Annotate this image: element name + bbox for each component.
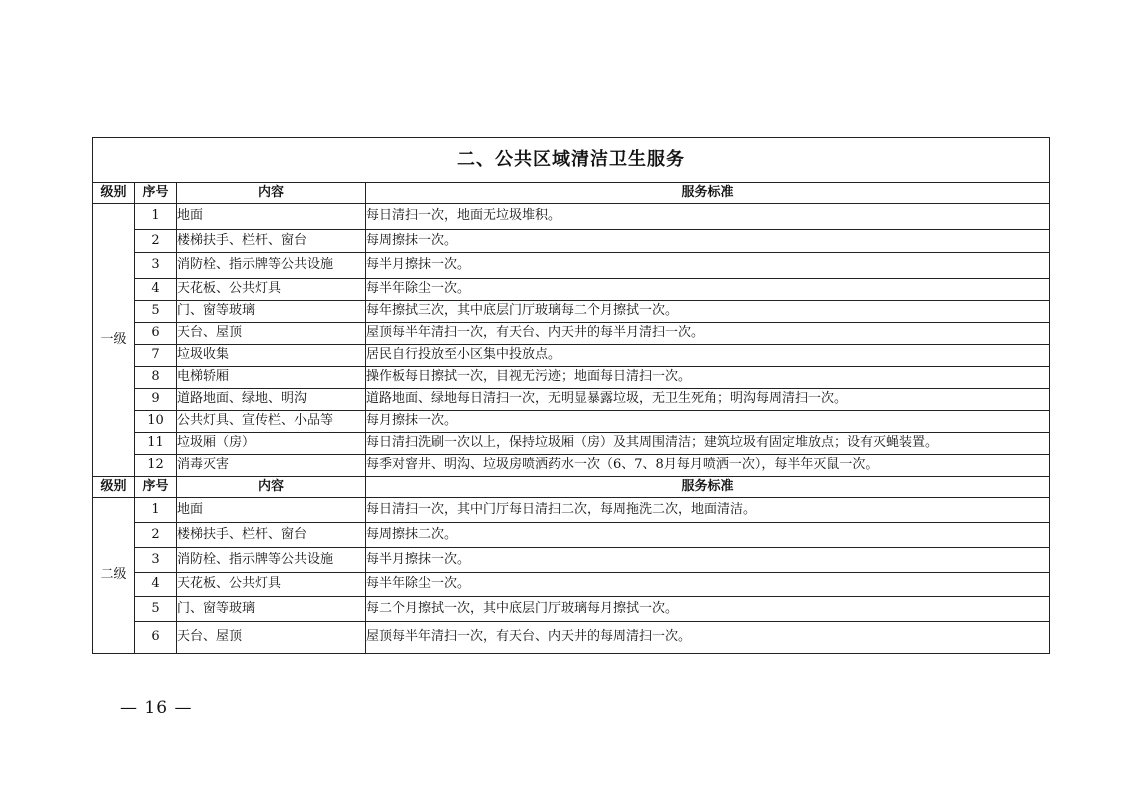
row-standard: 操作板每日擦拭一次，目视无污迹；地面每日清扫一次。 [366, 367, 1050, 389]
row-standard: 每半年除尘一次。 [366, 573, 1050, 597]
row-standard: 每周擦抹二次。 [366, 523, 1050, 548]
cleaning-service-table [92, 137, 1050, 654]
row-standard: 每半年除尘一次。 [366, 279, 1050, 301]
row-standard: 居民自行投放至小区集中投放点。 [366, 345, 1050, 367]
table-row [93, 455, 1050, 477]
row-number: 2 [135, 230, 177, 253]
header-level: 级别 [93, 183, 135, 204]
table-row [93, 279, 1050, 301]
header-number: 序号 [135, 477, 177, 498]
row-number: 7 [135, 345, 177, 367]
table-header-row [93, 477, 1050, 498]
table-row [93, 548, 1050, 573]
row-number: 3 [135, 253, 177, 279]
row-standard: 每月擦抹一次。 [366, 411, 1050, 433]
header-content: 内容 [177, 477, 366, 498]
row-content: 消防栓、指示牌等公共设施 [177, 548, 366, 573]
row-number: 1 [135, 498, 177, 523]
header-content: 内容 [177, 183, 366, 204]
table-title: 二、公共区域清洁卫生服务 [93, 138, 1050, 183]
row-content: 电梯轿厢 [177, 367, 366, 389]
row-standard: 每周擦抹一次。 [366, 230, 1050, 253]
row-content: 垃圾收集 [177, 345, 366, 367]
row-number: 10 [135, 411, 177, 433]
table-row [93, 323, 1050, 345]
table-row [93, 230, 1050, 253]
row-number: 5 [135, 597, 177, 622]
table-row [93, 389, 1050, 411]
header-standard: 服务标准 [366, 183, 1050, 204]
row-content: 天台、屋顶 [177, 323, 366, 345]
row-standard: 屋顶每半年清扫一次，有天台、内天井的每周清扫一次。 [366, 622, 1050, 654]
service-level-cell: 一级 [93, 204, 135, 477]
table-row [93, 301, 1050, 323]
header-standard: 服务标准 [366, 477, 1050, 498]
header-number: 序号 [135, 183, 177, 204]
table-row [93, 498, 1050, 523]
table-row [93, 597, 1050, 622]
table-row [93, 345, 1050, 367]
header-level: 级别 [93, 477, 135, 498]
row-content: 天花板、公共灯具 [177, 279, 366, 301]
row-content: 公共灯具、宣传栏、小品等 [177, 411, 366, 433]
table-row [93, 523, 1050, 548]
service-level-cell: 二级 [93, 498, 135, 654]
row-content: 天台、屋顶 [177, 622, 366, 654]
row-standard: 屋顶每半年清扫一次，有天台、内天井的每半月清扫一次。 [366, 323, 1050, 345]
table-row [93, 573, 1050, 597]
table-row [93, 253, 1050, 279]
row-number: 2 [135, 523, 177, 548]
row-number: 4 [135, 573, 177, 597]
row-standard: 每半月擦抹一次。 [366, 253, 1050, 279]
service-standard-sheet [92, 137, 1049, 654]
table-title-row [93, 138, 1050, 183]
row-standard: 道路地面、绿地每日清扫一次，无明显暴露垃圾，无卫生死角；明沟每周清扫一次。 [366, 389, 1050, 411]
row-content: 楼梯扶手、栏杆、窗台 [177, 230, 366, 253]
row-standard: 每日清扫一次，其中门厅每日清扫二次，每周拖洗二次，地面清洁。 [366, 498, 1050, 523]
row-number: 11 [135, 433, 177, 455]
row-standard: 每二个月擦拭一次，其中底层门厅玻璃每月擦拭一次。 [366, 597, 1050, 622]
row-content: 消毒灭害 [177, 455, 366, 477]
row-standard: 每年擦拭三次，其中底层门厅玻璃每二个月擦拭一次。 [366, 301, 1050, 323]
table-row [93, 622, 1050, 654]
table-header-row [93, 183, 1050, 204]
row-standard: 每半月擦抹一次。 [366, 548, 1050, 573]
page-number: — 16 — [120, 698, 193, 718]
row-content: 地面 [177, 498, 366, 523]
row-number: 1 [135, 204, 177, 230]
row-number: 4 [135, 279, 177, 301]
row-content: 地面 [177, 204, 366, 230]
row-content: 天花板、公共灯具 [177, 573, 366, 597]
row-content: 消防栓、指示牌等公共设施 [177, 253, 366, 279]
row-number: 9 [135, 389, 177, 411]
row-number: 6 [135, 323, 177, 345]
row-number: 5 [135, 301, 177, 323]
row-content: 道路地面、绿地、明沟 [177, 389, 366, 411]
table-row [93, 204, 1050, 230]
row-number: 8 [135, 367, 177, 389]
row-content: 垃圾厢（房） [177, 433, 366, 455]
table-row [93, 433, 1050, 455]
table-row [93, 367, 1050, 389]
row-content: 门、窗等玻璃 [177, 301, 366, 323]
row-number: 3 [135, 548, 177, 573]
row-standard: 每日清扫一次，地面无垃圾堆积。 [366, 204, 1050, 230]
row-content: 门、窗等玻璃 [177, 597, 366, 622]
row-number: 12 [135, 455, 177, 477]
row-standard: 每日清扫洗刷一次以上，保持垃圾厢（房）及其周围清洁；建筑垃圾有固定堆放点；设有灭蝇装置。 [366, 433, 1050, 455]
row-number: 6 [135, 622, 177, 654]
row-content: 楼梯扶手、栏杆、窗台 [177, 523, 366, 548]
table-row [93, 411, 1050, 433]
row-standard: 每季对窨井、明沟、垃圾房喷洒药水一次（6、7、8月每月喷洒一次），每半年灭鼠一次。 [366, 455, 1050, 477]
